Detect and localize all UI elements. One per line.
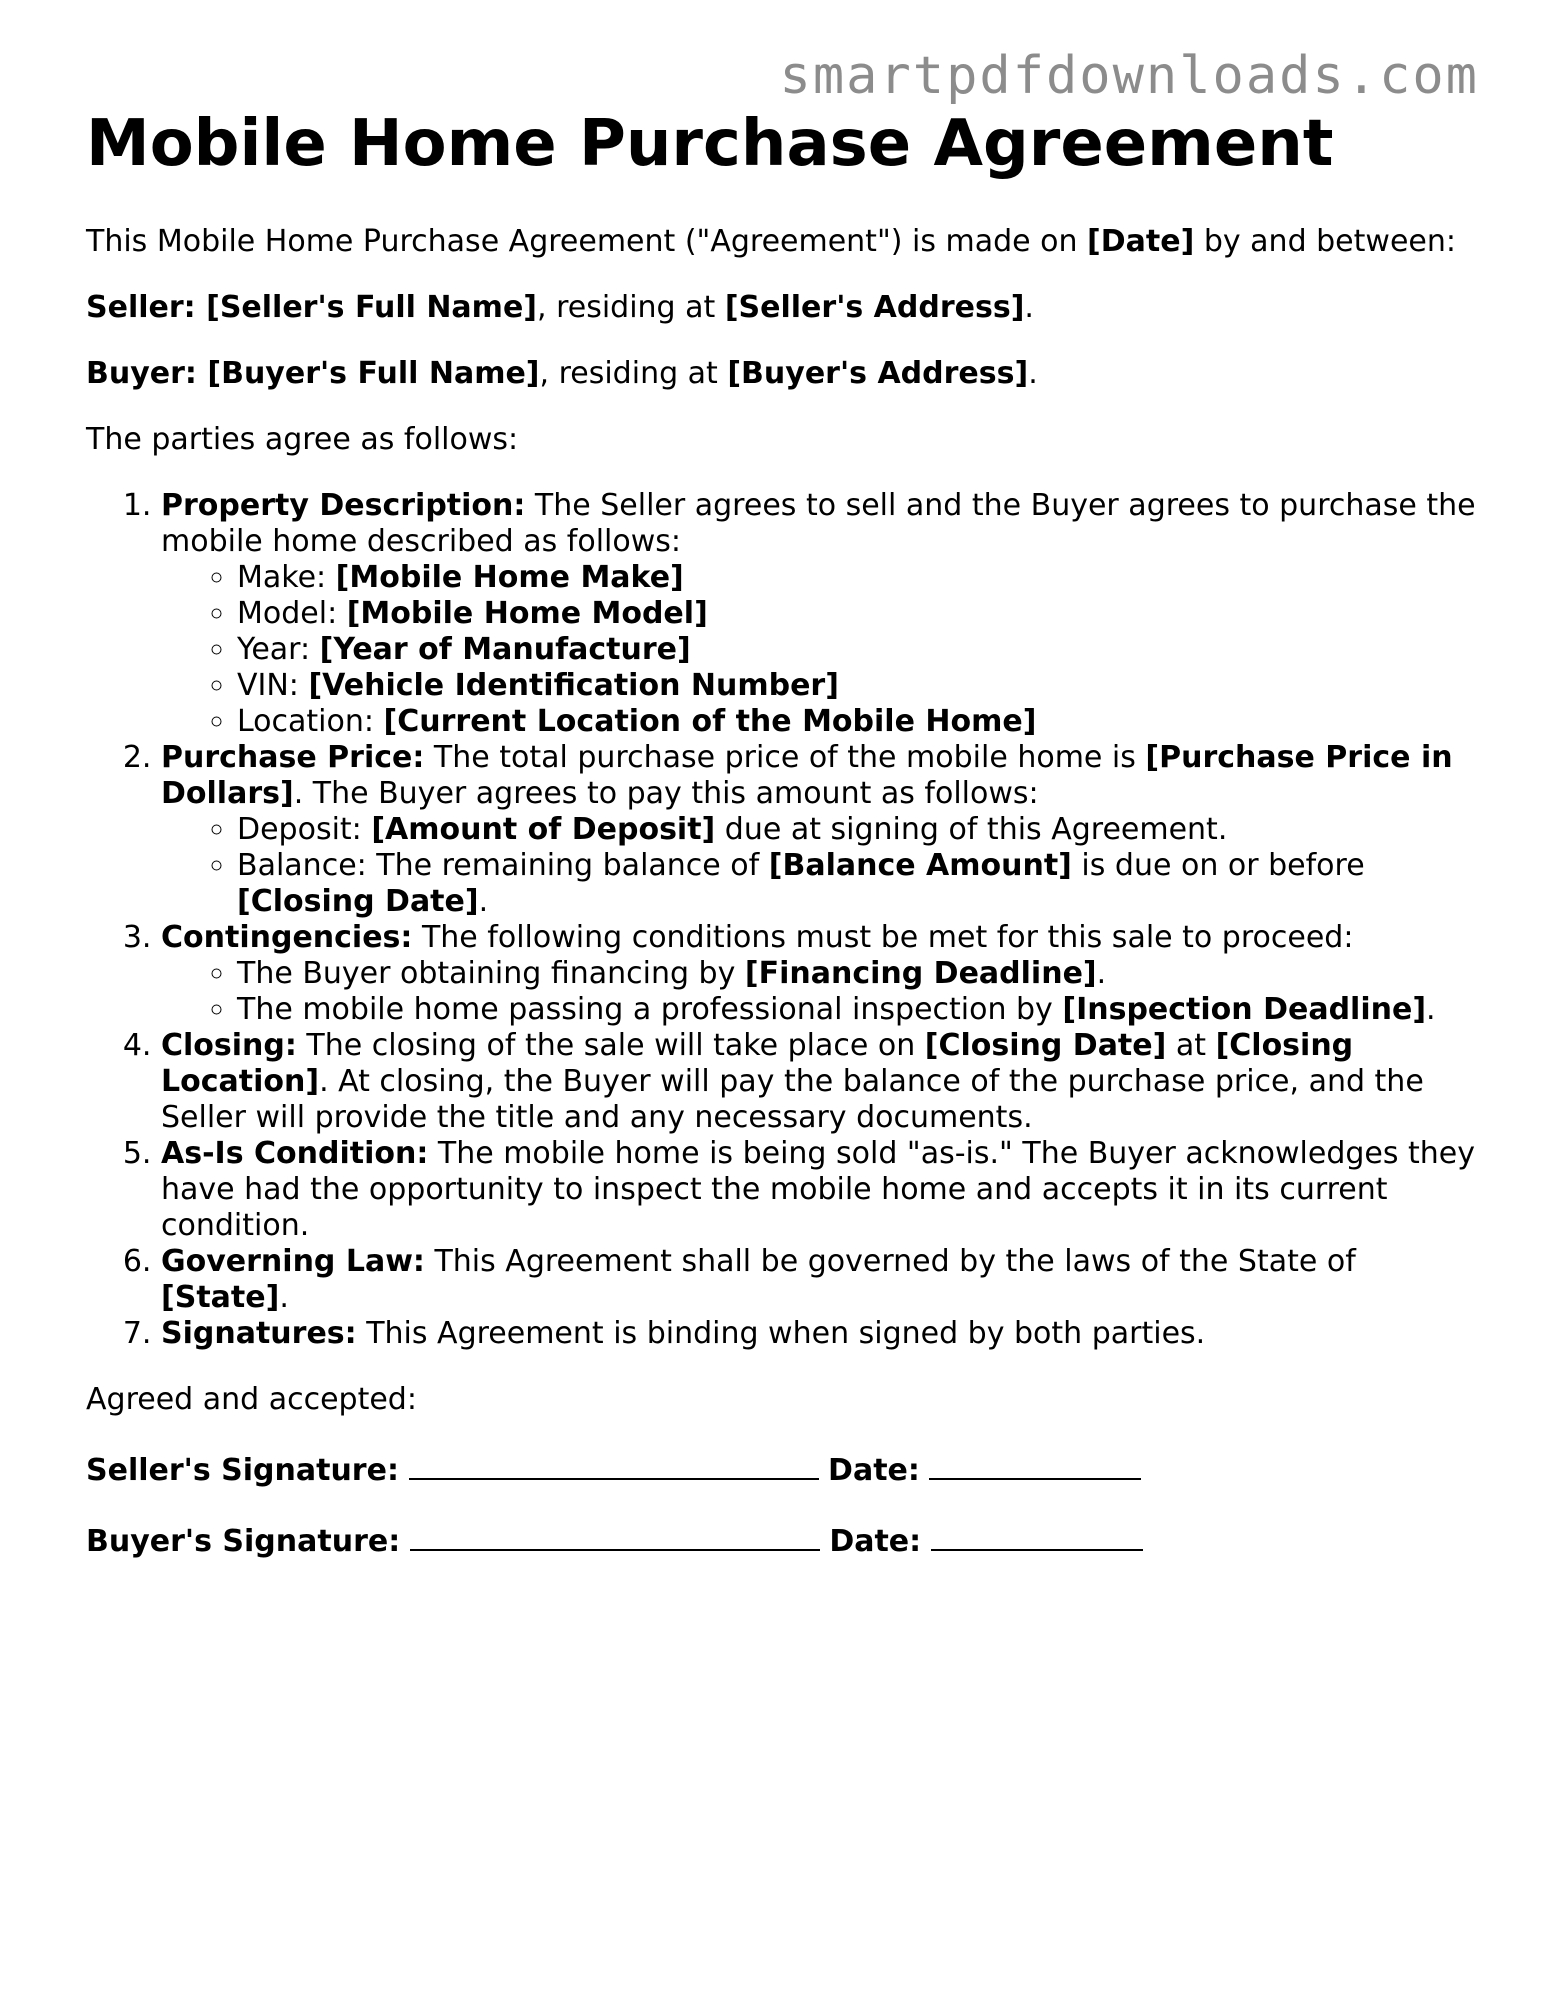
closing-location-value: [Closing Location]: [161, 1028, 1354, 1099]
term-signatures: [161, 1316, 1486, 1352]
property-year: [237, 632, 1486, 668]
buyer-residing: , residing at: [539, 356, 728, 391]
vin-label: VIN:: [237, 668, 309, 703]
deposit-after: due at signing of this Agreement.: [715, 812, 1228, 847]
date-placeholder: [Date]: [1087, 224, 1195, 259]
terms-list: [86, 488, 1486, 1352]
property-details-list: [161, 560, 1486, 740]
make-label: Make:: [237, 560, 336, 595]
intro-text-after: by and between:: [1194, 224, 1456, 259]
inspection-value: [Inspection Deadline]: [1062, 992, 1427, 1027]
watermark: smartpdfdownloads.com: [779, 46, 1479, 106]
term-text: This Agreement is binding when signed by both parties.: [356, 1316, 1206, 1351]
intro-text-before: This Mobile Home Purchase Agreement ("Agreement") is made on: [86, 224, 1088, 259]
document-page: [86, 104, 1486, 1590]
buyer-label: Buyer: [Buyer's Full Name]: [86, 356, 540, 391]
seller-date-field[interactable]: [929, 1448, 1141, 1480]
buyer-signature-row: [86, 1519, 1486, 1560]
state-value: [State]: [161, 1280, 280, 1315]
term-end: .: [279, 1280, 289, 1315]
model-value: [Mobile Home Model]: [346, 596, 708, 631]
deposit-value: [Amount of Deposit]: [371, 812, 716, 847]
term-heading: Closing:: [161, 1028, 297, 1063]
term-text: The total purchase price of the mobile home is: [424, 740, 1146, 775]
term-text: The mobile home is being sold "as-is." The Buyer acknowledges they have had the opportunity to inspect the mobile home and accepts it in its current condition.: [161, 1136, 1476, 1243]
payment-balance: [237, 848, 1486, 920]
term-text-mid: at: [1166, 1028, 1216, 1063]
property-make: [237, 560, 1486, 596]
price-value: [Purchase Price in Dollars]: [161, 740, 1453, 811]
seller-end: .: [1024, 290, 1034, 325]
inspection-end: .: [1426, 992, 1436, 1027]
contingencies-list: [161, 956, 1486, 1028]
year-label: Year:: [237, 632, 320, 667]
buyer-address: [Buyer's Address]: [727, 356, 1029, 391]
term-heading: Property Description:: [161, 488, 526, 523]
payment-deposit: [237, 812, 1486, 848]
buyer-end: .: [1028, 356, 1038, 391]
deposit-label: Deposit:: [237, 812, 372, 847]
buyer-date-label: Date:: [829, 1524, 922, 1559]
term-governing-law: [161, 1244, 1486, 1316]
balance-mid: is due on or before: [1071, 848, 1365, 883]
buyer-date-field[interactable]: [931, 1519, 1143, 1551]
term-closing: [161, 1028, 1486, 1136]
location-label: Location:: [237, 704, 384, 739]
balance-date: [Closing Date]: [237, 884, 479, 919]
balance-label: Balance: The remaining balance of: [237, 848, 769, 883]
parties-agree: The parties agree as follows:: [86, 422, 519, 457]
closing-date-value: [Closing Date]: [924, 1028, 1167, 1063]
balance-end: .: [478, 884, 489, 919]
agreed-accepted: Agreed and accepted:: [86, 1382, 417, 1417]
make-value: [Mobile Home Make]: [335, 560, 684, 595]
term-text: The closing of the sale will take place on: [296, 1028, 925, 1063]
term-heading: Contingencies:: [161, 920, 413, 955]
model-label: Model:: [237, 596, 347, 631]
term-heading: Signatures:: [161, 1316, 357, 1351]
term-text: The Seller agrees to sell and the Buyer agrees to purchase the mobile home described as follows:: [161, 488, 1476, 559]
term-text-after: . The Buyer agrees to pay this amount as follows:: [293, 776, 1039, 811]
term-heading: Governing Law:: [161, 1244, 425, 1279]
property-location: [237, 704, 1486, 740]
intro-paragraph: [86, 224, 1486, 260]
contingency-inspection: [237, 992, 1486, 1028]
financing-end: .: [1096, 956, 1107, 991]
page-title: Mobile Home Purchase Agreement: [86, 107, 1334, 181]
balance-value: [Balance Amount]: [768, 848, 1072, 883]
seller-signature-field[interactable]: [409, 1448, 819, 1480]
seller-label: Seller: [Seller's Full Name]: [86, 290, 537, 325]
buyer-signature-field[interactable]: [410, 1519, 820, 1551]
term-text-after: . At closing, the Buyer will pay the balance of the purchase price, and the Seller will provide the title and any necessary documents.: [161, 1064, 1424, 1135]
payment-list: [161, 812, 1486, 920]
term-heading: As-Is Condition:: [161, 1136, 429, 1171]
seller-date-label: Date:: [828, 1453, 920, 1488]
seller-signature-label: Seller's Signature:: [86, 1453, 399, 1488]
term-purchase-price: [161, 740, 1486, 920]
buyer-line: [86, 356, 1486, 392]
location-value: [Current Location of the Mobile Home]: [383, 704, 1037, 739]
year-value: [Year of Manufacture]: [319, 632, 691, 667]
term-text: This Agreement shall be governed by the laws of the State of: [424, 1244, 1356, 1279]
buyer-signature-label: Buyer's Signature:: [86, 1524, 401, 1559]
property-vin: [237, 668, 1486, 704]
term-heading: Purchase Price:: [161, 740, 425, 775]
term-property-description: [161, 488, 1486, 740]
term-text: The following conditions must be met for this sale to proceed:: [412, 920, 1354, 955]
seller-signature-row: [86, 1448, 1486, 1489]
seller-address: [Seller's Address]: [724, 290, 1025, 325]
seller-line: [86, 290, 1486, 326]
contingency-financing: [237, 956, 1486, 992]
property-model: [237, 596, 1486, 632]
inspection-text: The mobile home passing a professional inspection by: [237, 992, 1063, 1027]
financing-value: [Financing Deadline]: [744, 956, 1097, 991]
vin-value: [Vehicle Identification Number]: [308, 668, 839, 703]
term-as-is-condition: [161, 1136, 1486, 1244]
term-contingencies: [161, 920, 1486, 1028]
seller-residing: , residing at: [537, 290, 725, 325]
financing-text: The Buyer obtaining financing by: [237, 956, 745, 991]
